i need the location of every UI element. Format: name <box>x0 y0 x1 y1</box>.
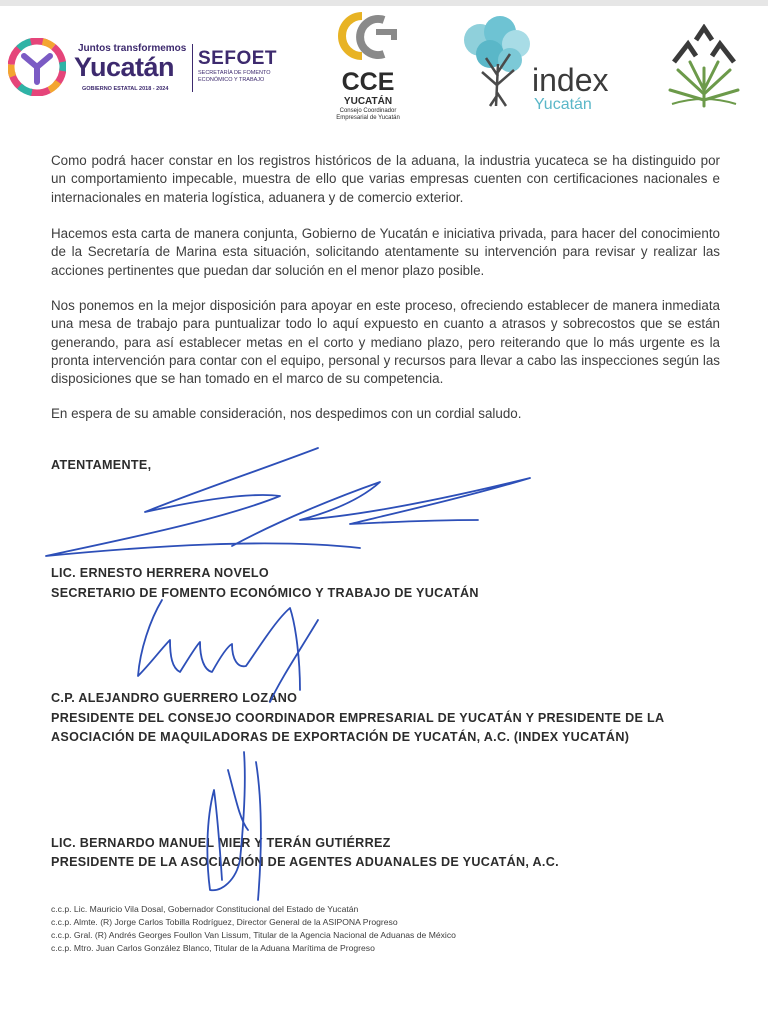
signer-2-name: C.P. ALEJANDRO GUERRERO LOZANO <box>51 691 298 705</box>
yucatan-government-logo <box>8 36 190 100</box>
index-subtitle: Yucatán <box>534 96 592 113</box>
yucatan-emblem-icon <box>8 38 66 96</box>
agave-emblem-icon <box>664 24 744 110</box>
sefoet-subtitle: SECRETARÍA DE FOMENTO ECONÓMICO Y TRABAJO <box>198 70 271 83</box>
cce-emblem-icon <box>322 10 414 68</box>
signer-1-title: SECRETARIO DE FOMENTO ECONÓMICO Y TRABAJO DE YUCATÁN <box>51 586 479 600</box>
index-yucatan-logo <box>458 14 626 114</box>
signature-3-loop <box>228 762 261 900</box>
paragraph-3: Nos ponemos en la mejor disposición para apoyar en este proceso, ofreciendo establecer de manera inmediata una mesa de trabajo para puntualizar todo lo aquí expuesto en cuanto a atrasos y sobrecostos que se están generando, para así establecer metas en el corto y mediano plazo, pero reiterando que lo más urgente es la pronta intervención para contar con el equipo, personal y recursos para llevar a cabo las inspecciones según las disposiciones que se han tomado en el marco de su competencia. <box>51 298 720 387</box>
agentes-aduanales-logo <box>664 24 744 110</box>
signer-3-name: LIC. BERNARDO MANUEL MIER Y TERÁN GUTIÉRREZ <box>51 836 391 850</box>
cce-name: CCE <box>341 68 395 96</box>
logo-divider <box>192 44 193 92</box>
signer-3-title: PRESIDENTE DE LA ASOCIACIÓN DE AGENTES ADUANALES DE YUCATÁN, A.C. <box>51 855 559 869</box>
signature-1-flourish <box>232 478 530 546</box>
signer-1-name: LIC. ERNESTO HERRERA NOVELO <box>51 566 270 580</box>
signature-2-stroke <box>138 600 300 690</box>
index-name: index <box>532 62 609 98</box>
signature-3-stroke <box>207 752 244 890</box>
ccp-line: c.c.p. Almte. (R) Jorge Carlos Tobilla Rodríguez, Director General de la ASIPONA Progreso <box>51 917 398 927</box>
top-edge-band <box>0 0 768 6</box>
closing-paragraph: En espera de su amable consideración, nos despedimos con un cordial saludo. <box>51 406 522 421</box>
cce-subtitle-2: Consejo Coordinador Empresarial de Yucatán <box>336 108 400 121</box>
ccp-line: c.c.p. Mtro. Juan Carlos González Blanco, Titular de la Aduana Marítima de Progreso <box>51 943 375 953</box>
sefoet-name: SEFOET <box>198 48 278 69</box>
yucatan-subtitle: GOBIERNO ESTATAL 2018 - 2024 <box>82 86 169 92</box>
ccp-line: c.c.p. Lic. Mauricio Vila Dosal, Gobernador Constitucional del Estado de Yucatán <box>51 904 359 914</box>
signature-2-tail <box>270 620 318 702</box>
salutation: ATENTAMENTE, <box>51 458 152 472</box>
tree-icon <box>458 14 538 110</box>
yucatan-tagline: Juntos transformemos <box>78 43 187 54</box>
cce-subtitle: YUCATÁN <box>343 96 393 107</box>
sefoet-logo <box>198 48 288 92</box>
yucatan-name: Yucatán <box>74 52 175 82</box>
paragraph-2: Hacemos esta carta de manera conjunta, Gobierno de Yucatán e iniciativa privada, para hacer del conocimiento de la Secretaría de Marina esta situación, solicitando atentamente su intervención para revisar y realizar las acciones pertinentes que puedan dar solución en el menor plazo posible. <box>51 226 720 278</box>
paragraph-1: Como podrá hacer constar en los registros históricos de la aduana, la industria yucateca se ha distinguido por un comportamiento impecable, muestra de ello que varias empresas cuenten con certificaciones nacionales e internacionales en materia logística, aduanera y de comercio exterior. <box>51 153 720 205</box>
signer-2-title-line-1: PRESIDENTE DEL CONSEJO COORDINADOR EMPRESARIAL DE YUCATÁN Y PRESIDENTE DE LA <box>51 711 665 725</box>
signer-2-title-line-2: ASOCIACIÓN DE MAQUILADORAS DE EXPORTACIÓN DE YUCATÁN, A.C. (INDEX YUCATÁN) <box>51 730 630 744</box>
cce-logo <box>322 10 414 124</box>
ccp-line: c.c.p. Gral. (R) Andrés Georges Foullon Van Lissum, Titular de la Agencia Nacional de Aduanas de México <box>51 930 456 940</box>
